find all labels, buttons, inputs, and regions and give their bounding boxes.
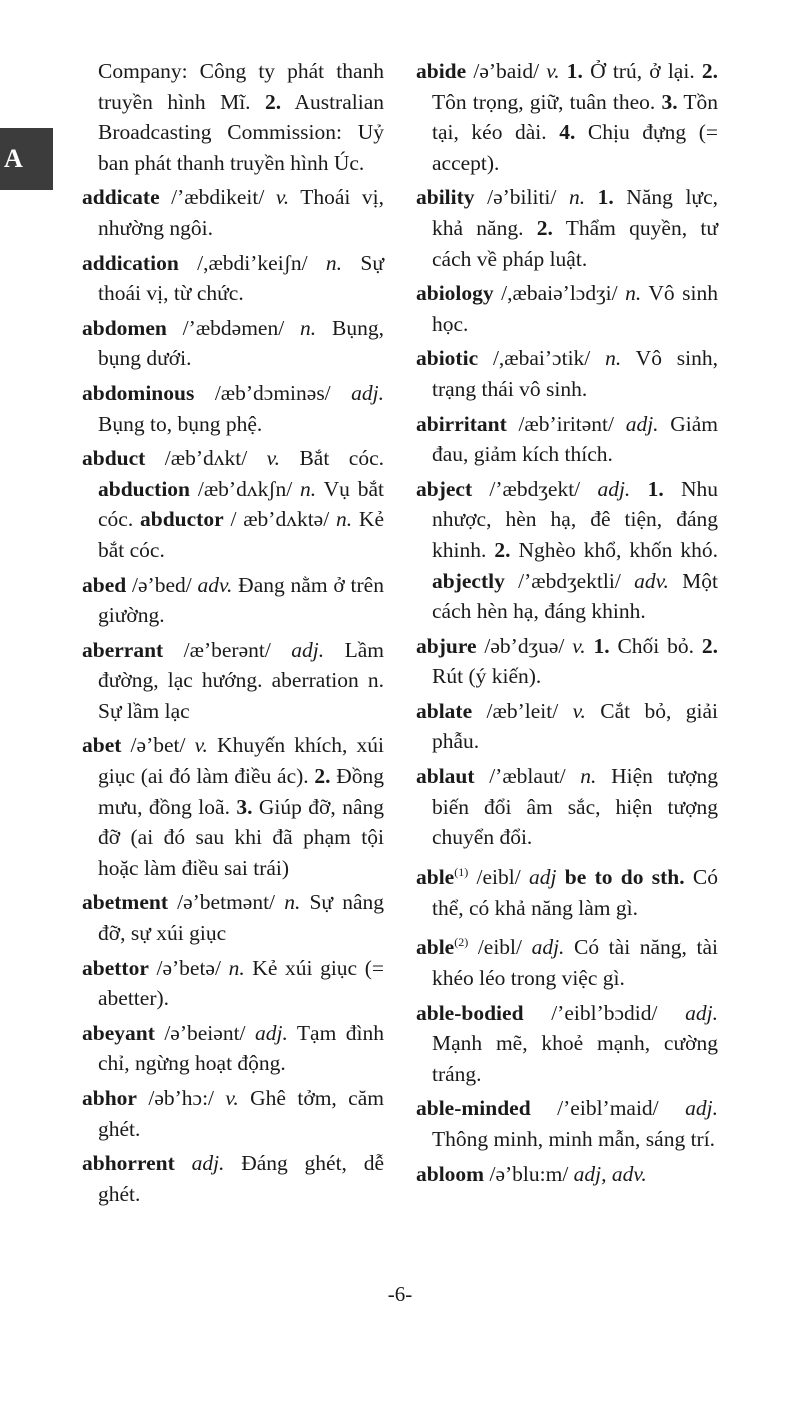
dictionary-entry bbox=[416, 278, 718, 339]
headword: able bbox=[416, 865, 455, 889]
entry-text: /əb’dʒuə/ bbox=[476, 633, 573, 658]
entry-text: Đáng ghét, dễ ghét. bbox=[98, 1151, 384, 1206]
entry-text: Kẻ bắt cóc. bbox=[98, 507, 384, 562]
part-of-speech: adj. bbox=[685, 1096, 718, 1121]
dictionary-entry bbox=[82, 313, 384, 374]
entry-text: Năng lực, khả năng. bbox=[432, 185, 718, 240]
dictionary-entry bbox=[416, 56, 718, 178]
entry-text: Vô sinh học. bbox=[432, 281, 718, 336]
entry-text: Thoái vị, nhường ngôi. bbox=[98, 185, 384, 240]
part-of-speech: adj. bbox=[291, 637, 325, 662]
headword: abiology bbox=[416, 281, 494, 306]
headword: 2. bbox=[536, 215, 553, 240]
headword: abetment bbox=[82, 890, 168, 915]
headword: abloom bbox=[416, 1161, 485, 1186]
entry-text: Thẩm quyền, tư cách về pháp luật. bbox=[432, 215, 718, 271]
homograph-number: (1) bbox=[454, 864, 469, 879]
headword: addication bbox=[82, 250, 179, 275]
part-of-speech: n. bbox=[605, 346, 622, 371]
headword: able bbox=[416, 935, 455, 960]
headword: abettor bbox=[82, 955, 149, 980]
entry-text: Bắt cóc. bbox=[280, 446, 384, 471]
entry-text bbox=[175, 1151, 192, 1175]
dictionary-entry bbox=[82, 1018, 384, 1079]
part-of-speech: v. bbox=[572, 698, 586, 723]
right-column bbox=[416, 56, 718, 1193]
page-number: -6- bbox=[387, 1282, 413, 1306]
headword: abject bbox=[416, 476, 473, 501]
entry-text: /’eibl’maid/ bbox=[530, 1096, 686, 1121]
entry-text: Bụng to, bụng phệ. bbox=[98, 411, 263, 436]
headword: abhor bbox=[82, 1086, 137, 1110]
part-of-speech: n. bbox=[580, 764, 597, 789]
entry-text: /ə’beiənt/ bbox=[154, 1020, 255, 1045]
part-of-speech: v. bbox=[225, 1086, 239, 1110]
headword: 3. bbox=[661, 89, 678, 114]
dictionary-entry bbox=[416, 1159, 718, 1190]
headword: 2. bbox=[494, 537, 511, 562]
entry-text bbox=[585, 185, 598, 209]
entry-text: /ə’betmənt/ bbox=[167, 890, 285, 915]
entry-text: Company: Công ty phát thanh truyền hình Mĩ. bbox=[98, 59, 384, 114]
entry-text: Australian Broadcasting Commission: Uỷ ban phát thanh truyền hình Úc. bbox=[98, 89, 384, 175]
entry-text: /æb’dʌkt/ bbox=[145, 446, 267, 471]
entry-text: /ə’baid/ bbox=[466, 59, 547, 83]
part-of-speech: n. bbox=[325, 250, 343, 275]
headword: abet bbox=[82, 733, 122, 758]
dictionary-entry bbox=[416, 474, 718, 627]
entry-text bbox=[560, 59, 567, 83]
headword: abide bbox=[416, 59, 467, 83]
headword: 3. bbox=[236, 794, 253, 819]
headword: abeyant bbox=[82, 1020, 155, 1045]
headword: able-minded bbox=[416, 1096, 531, 1121]
part-of-speech: adj bbox=[529, 865, 557, 889]
entry-text: /,æbdi’keiʃn/ bbox=[178, 250, 326, 275]
headword: able-bodied bbox=[416, 1000, 524, 1025]
entry-text: Rút (ý kiến). bbox=[432, 664, 542, 689]
headword: abed bbox=[82, 572, 127, 597]
headword: 4. bbox=[559, 120, 576, 145]
thumb-index-letter: A bbox=[4, 144, 23, 173]
dictionary-entry bbox=[416, 998, 718, 1090]
entry-text: Kẻ xúi giục (= abetter). bbox=[98, 955, 384, 1011]
dictionary-entry bbox=[82, 1148, 384, 1209]
entry-text: /æb’dʌkʃn/ bbox=[190, 476, 301, 501]
dictionary-entry bbox=[82, 570, 384, 631]
dictionary-entry bbox=[416, 857, 718, 923]
part-of-speech: adv. bbox=[634, 568, 669, 593]
entry-text: /’eibl’bɔdid/ bbox=[523, 1000, 686, 1025]
headword: 2. bbox=[701, 633, 718, 658]
part-of-speech: n. bbox=[568, 185, 586, 210]
entry-text: /ə’biliti/ bbox=[474, 185, 569, 210]
entry-text: /’æbdikeit/ bbox=[159, 185, 276, 210]
entry-text: /ə’bed/ bbox=[126, 572, 198, 597]
dictionary-entry bbox=[82, 182, 384, 243]
left-column bbox=[82, 56, 384, 1213]
headword: abjure bbox=[416, 633, 477, 658]
entry-text: Vô sinh, trạng thái vô sinh. bbox=[432, 346, 719, 401]
dictionary-entry bbox=[82, 953, 384, 1014]
part-of-speech: v. bbox=[194, 733, 208, 758]
part-of-speech: v. bbox=[275, 185, 290, 210]
headword: 2. bbox=[701, 59, 719, 83]
entry-text: Một cách hèn hạ, đáng khinh. bbox=[432, 568, 719, 624]
headword: abhorrent bbox=[82, 1151, 175, 1176]
entry-text: Sự nâng đỡ, sự xúi giục bbox=[98, 890, 385, 946]
dictionary-entry bbox=[82, 378, 384, 439]
part-of-speech: adj. bbox=[351, 380, 384, 405]
entry-text: /,æbaiə’lɔdʒi/ bbox=[493, 281, 626, 306]
entry-text: / æb’dʌktə/ bbox=[223, 507, 336, 532]
entry-text: /eibl/ bbox=[468, 865, 529, 889]
headword: ablate bbox=[416, 698, 473, 723]
dictionary-entry bbox=[82, 443, 384, 565]
entry-text: /əb’hɔ:/ bbox=[136, 1086, 226, 1110]
entry-text: Hiện tượng biến đổi âm sắc, hiện tượng chuyển đổi. bbox=[432, 764, 718, 850]
headword: abdominous bbox=[82, 380, 195, 405]
headword: 2. bbox=[314, 764, 331, 789]
entry-text: Giảm đau, giảm kích thích. bbox=[432, 411, 718, 467]
part-of-speech: n. bbox=[625, 281, 642, 306]
entry-text: /’æbdəmen/ bbox=[166, 315, 301, 340]
entry-text: Đang nằm ở trên giường. bbox=[98, 572, 384, 628]
entry-text: Giúp đỡ, nâng đỡ (ai đó sau khi đã phạm tội hoặc làm điều sai trái) bbox=[98, 794, 384, 880]
dictionary-entry bbox=[416, 696, 718, 757]
entry-text: Bụng, bụng dưới. bbox=[98, 315, 384, 371]
entry-text bbox=[556, 865, 564, 889]
entry-text: Có tài năng, tài khéo léo trong việc gì. bbox=[432, 935, 718, 990]
part-of-speech: adj. bbox=[625, 411, 659, 436]
headword: addicate bbox=[82, 185, 160, 210]
entry-text: Nghèo khổ, khốn khó. bbox=[510, 537, 718, 562]
part-of-speech: adj, adv. bbox=[573, 1161, 647, 1186]
part-of-speech: n. bbox=[300, 315, 317, 340]
headword: abiotic bbox=[416, 346, 479, 371]
dictionary-entry bbox=[416, 343, 718, 404]
entry-text: Chịu đựng (= accept). bbox=[432, 120, 718, 175]
part-of-speech: adj. bbox=[254, 1020, 288, 1045]
dictionary-entry bbox=[416, 631, 718, 692]
headword: abirritant bbox=[416, 411, 507, 436]
thumb-index-tab bbox=[0, 128, 53, 190]
entry-text bbox=[630, 477, 647, 501]
part-of-speech: n. bbox=[284, 890, 301, 915]
headword: aberrant bbox=[82, 637, 164, 662]
part-of-speech: v. bbox=[572, 633, 586, 658]
headword: ability bbox=[416, 185, 475, 210]
entry-text: Khuyến khích, xúi giục (ai đó làm điều ác). bbox=[98, 733, 384, 789]
entry-text: Cắt bỏ, giải phẫu. bbox=[432, 698, 718, 754]
entry-text: /ə’blu:m/ bbox=[484, 1161, 574, 1186]
part-of-speech: v. bbox=[546, 59, 560, 83]
dictionary-entry bbox=[82, 56, 384, 178]
entry-text: Mạnh mẽ, khoẻ mạnh, cường tráng. bbox=[432, 1031, 718, 1086]
entry-text: Đồng mưu, đồng loã. bbox=[98, 764, 384, 819]
part-of-speech: adj. bbox=[685, 1000, 718, 1025]
dictionary-entry bbox=[416, 1093, 718, 1154]
entry-text: Vụ bắt cóc. bbox=[98, 476, 384, 532]
headword: 1. bbox=[566, 59, 583, 83]
dictionary-entry bbox=[82, 635, 384, 727]
part-of-speech: n. bbox=[336, 507, 353, 532]
dictionary-entry bbox=[82, 248, 384, 309]
part-of-speech: adj. bbox=[531, 935, 565, 960]
entry-text: Nhu nhược, hèn hạ, đê tiện, đáng khinh. bbox=[432, 476, 719, 562]
entry-text: Chối bỏ. bbox=[609, 633, 702, 658]
entry-text: /ə’betə/ bbox=[148, 955, 229, 980]
dictionary-entry bbox=[82, 887, 384, 948]
part-of-speech: adj. bbox=[597, 476, 631, 501]
headword: abjectly bbox=[432, 568, 505, 593]
headword: 1. bbox=[647, 476, 664, 501]
part-of-speech: n. bbox=[228, 955, 245, 980]
entry-text: /’æbdʒektli/ bbox=[504, 568, 635, 593]
dictionary-entry bbox=[416, 927, 718, 993]
dictionary-entry bbox=[416, 409, 718, 470]
dictionary-entry bbox=[82, 1083, 384, 1144]
entry-text: Thông minh, minh mẫn, sáng trí. bbox=[432, 1126, 716, 1151]
entry-text: Ở trú, ở lại. bbox=[582, 59, 702, 83]
homograph-number: (2) bbox=[454, 935, 469, 950]
entry-text: /æb’dɔminəs/ bbox=[194, 380, 352, 405]
headword: ablaut bbox=[416, 764, 475, 789]
dictionary-entry bbox=[82, 730, 384, 883]
entry-text: Sự thoái vị, từ chức. bbox=[98, 250, 384, 306]
entry-text: /æb’iritənt/ bbox=[506, 411, 626, 436]
entry-text: /æ’berənt/ bbox=[163, 637, 292, 662]
dictionary-entry bbox=[416, 182, 718, 274]
entry-text: /’æblaut/ bbox=[474, 764, 581, 789]
part-of-speech: v. bbox=[266, 446, 280, 471]
entry-text: /’æbdʒekt/ bbox=[472, 476, 598, 501]
headword: abduct bbox=[82, 446, 146, 471]
entry-text: Tồn tại, kéo dài. bbox=[432, 89, 718, 145]
headword: abductor bbox=[140, 507, 224, 532]
headword: 1. bbox=[597, 185, 614, 210]
part-of-speech: adj. bbox=[191, 1151, 225, 1176]
entry-text: /eibl/ bbox=[468, 935, 532, 960]
entry-text: Tạm đình chỉ, ngừng hoạt động. bbox=[98, 1020, 384, 1076]
headword: abduction bbox=[98, 476, 191, 501]
headword: 1. bbox=[593, 633, 610, 658]
part-of-speech: n. bbox=[300, 476, 317, 501]
part-of-speech: adv. bbox=[197, 572, 233, 597]
entry-text: Lầm đường, lạc hướng. aberration n. Sự lầm lạc bbox=[98, 637, 384, 723]
entry-text: /,æbai’ɔtik/ bbox=[478, 346, 606, 371]
headword: be to do sth. bbox=[564, 865, 685, 889]
entry-text: Có thể, có khả năng làm gì. bbox=[432, 865, 719, 920]
entry-text: /ə’bet/ bbox=[121, 733, 195, 758]
dictionary-entry bbox=[416, 761, 718, 853]
headword: 2. bbox=[265, 89, 282, 114]
entry-text: /æb’leit/ bbox=[472, 698, 573, 723]
entry-text: Ghê tởm, căm ghét. bbox=[98, 1086, 384, 1141]
entry-text: Tôn trọng, giữ, tuân theo. bbox=[432, 89, 662, 114]
headword: abdomen bbox=[82, 315, 167, 340]
